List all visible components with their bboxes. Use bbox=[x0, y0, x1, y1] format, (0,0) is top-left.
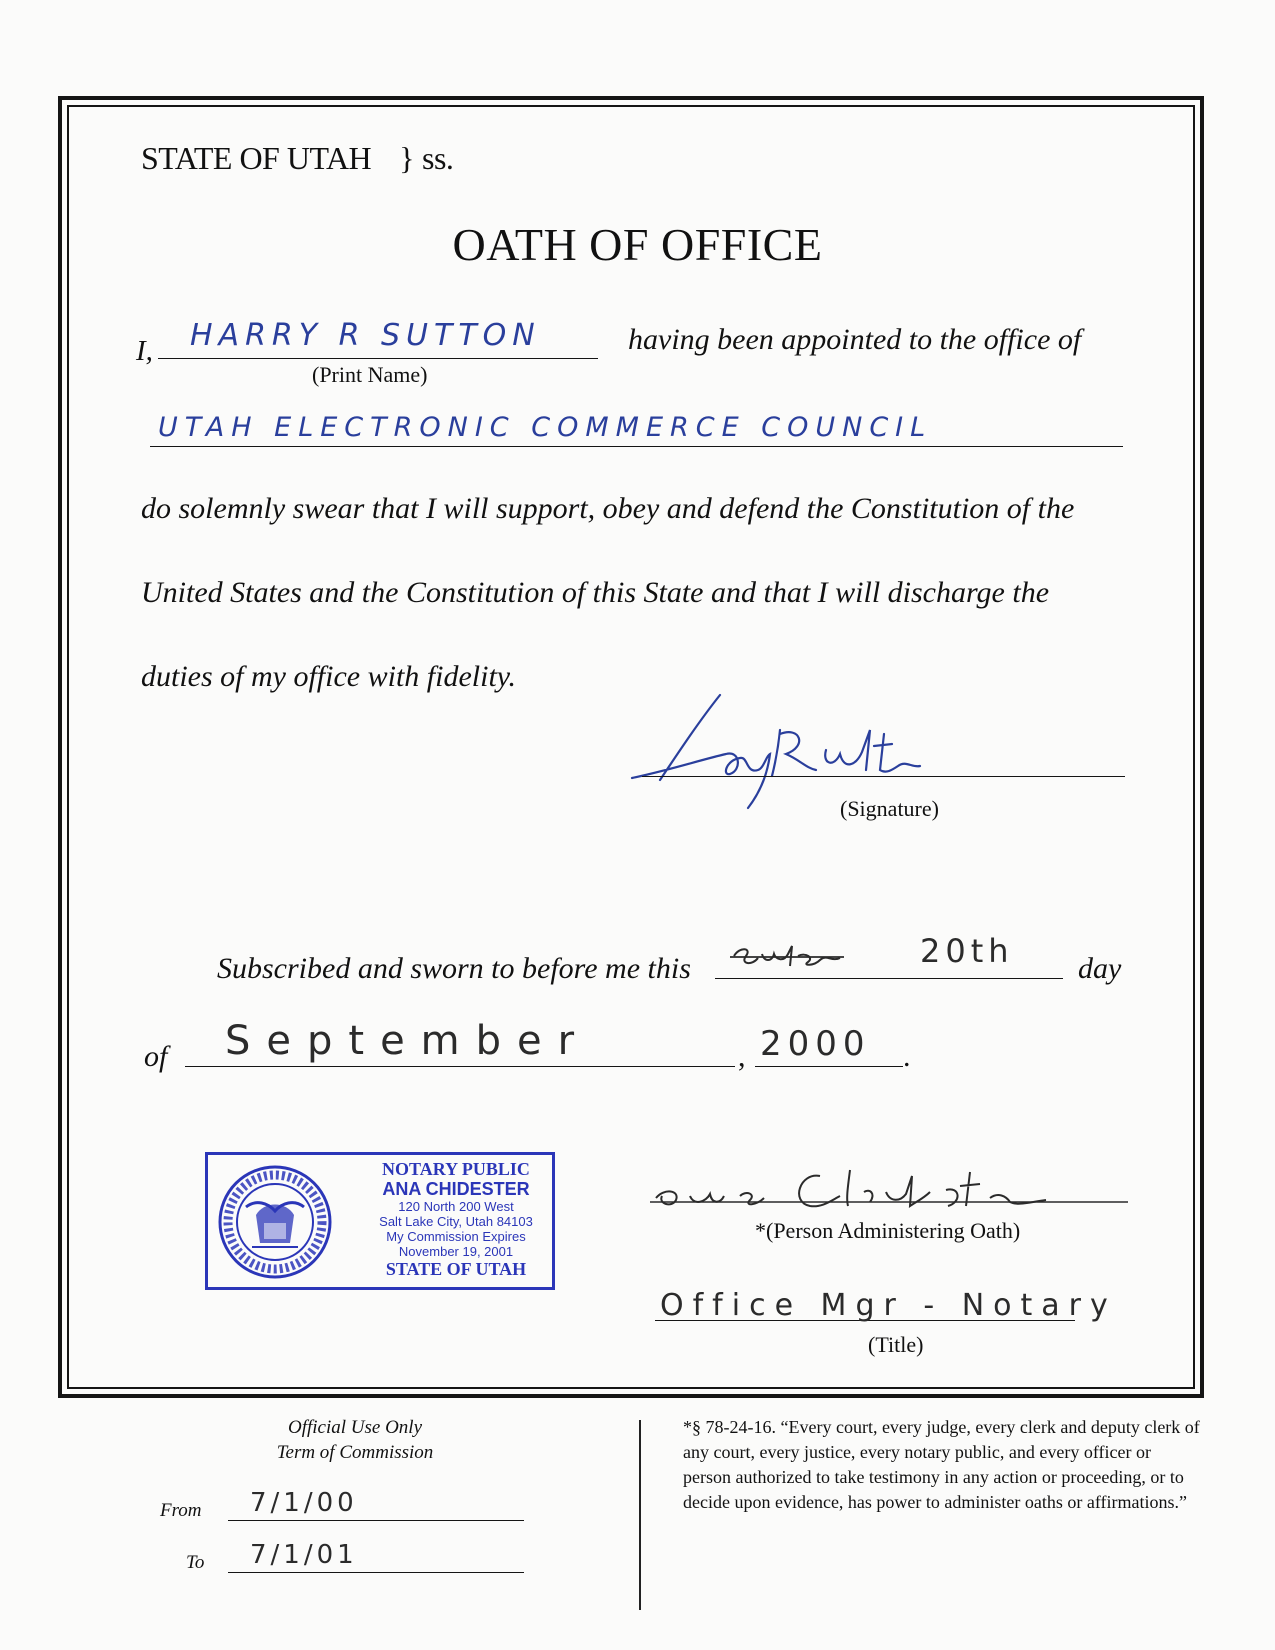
stamp-commission-expires: My Commission Expires bbox=[386, 1229, 526, 1244]
day-value[interactable]: 20th bbox=[920, 932, 1014, 970]
print-name-line bbox=[158, 358, 598, 359]
term-of-commission-heading: Term of Commission bbox=[276, 1442, 434, 1463]
from-value[interactable]: 7/1/00 bbox=[250, 1488, 358, 1518]
year-line bbox=[755, 1066, 903, 1067]
month-line bbox=[185, 1066, 735, 1067]
office-value[interactable]: UTAH ELECTRONIC COMMERCE COUNCIL bbox=[158, 412, 933, 443]
stamp-text-block bbox=[358, 1159, 554, 1279]
day-line bbox=[715, 978, 1063, 979]
oath-line-3: duties of my office with fidelity. bbox=[141, 660, 516, 693]
statute-text: *§ 78-24-16. “Every court, every judge, every clerk and deputy clerk of any court, every justice, every notary public, and every officer or person authorized to take testimony in any action or proceeding, or to decide upon evidence, has power to administer oaths or affirmations.” bbox=[683, 1417, 1200, 1512]
subscribed-text: Subscribed and sworn to before me this bbox=[217, 952, 691, 985]
stamp-expiry-date: November 19, 2001 bbox=[398, 1244, 514, 1259]
of-label: of bbox=[144, 1040, 168, 1073]
administering-signature bbox=[650, 1162, 1130, 1218]
to-label: To bbox=[186, 1552, 205, 1573]
struck-day-writing bbox=[728, 936, 848, 976]
month-value[interactable]: September bbox=[225, 1018, 591, 1064]
office-line bbox=[150, 446, 1123, 447]
state-label: STATE OF UTAH bbox=[141, 140, 372, 176]
administering-label: *(Person Administering Oath) bbox=[755, 1218, 1021, 1243]
official-use-block bbox=[225, 1415, 485, 1465]
signature-label: (Signature) bbox=[840, 796, 939, 821]
signature-line bbox=[642, 776, 1125, 777]
month-comma: , bbox=[738, 1040, 746, 1073]
year-value[interactable]: 2000 bbox=[760, 1024, 871, 1064]
state-venue-line bbox=[141, 140, 453, 177]
state-seal-icon bbox=[216, 1163, 334, 1281]
oath-line-1: do solemnly swear that I will support, obey and defend the Constitution of the bbox=[141, 492, 1075, 525]
stamp-state: STATE OF UTAH bbox=[385, 1259, 527, 1279]
year-period: . bbox=[903, 1040, 911, 1073]
appointed-text: having been appointed to the office of bbox=[628, 323, 1082, 356]
print-name-label: (Print Name) bbox=[312, 362, 428, 387]
day-label: day bbox=[1078, 952, 1122, 985]
to-value[interactable]: 7/1/01 bbox=[250, 1540, 358, 1570]
title-value[interactable]: Office Mgr - Notary bbox=[660, 1288, 1117, 1323]
to-line bbox=[228, 1572, 524, 1573]
title-label: (Title) bbox=[868, 1332, 924, 1357]
brace: } bbox=[399, 140, 415, 176]
print-name-value[interactable]: HARRY R SUTTON bbox=[190, 318, 541, 353]
stamp-notary-name: ANA CHIDESTER bbox=[382, 1179, 530, 1199]
from-label: From bbox=[160, 1500, 202, 1521]
i-prefix: I, bbox=[136, 335, 153, 367]
oath-line-2: United States and the Constitution of this State and that I will discharge the bbox=[141, 576, 1050, 609]
stamp-address: 120 North 200 West bbox=[398, 1199, 514, 1214]
from-line bbox=[228, 1520, 524, 1521]
document-title: OATH OF OFFICE bbox=[452, 219, 823, 270]
stamp-city: Salt Lake City, Utah 84103 bbox=[379, 1214, 533, 1229]
stamp-notary-public: NOTARY PUBLIC bbox=[382, 1159, 530, 1179]
divider-line bbox=[639, 1420, 641, 1610]
notary-stamp bbox=[205, 1152, 555, 1290]
ss-label: ss. bbox=[422, 140, 454, 176]
official-use-heading: Official Use Only bbox=[287, 1417, 423, 1438]
